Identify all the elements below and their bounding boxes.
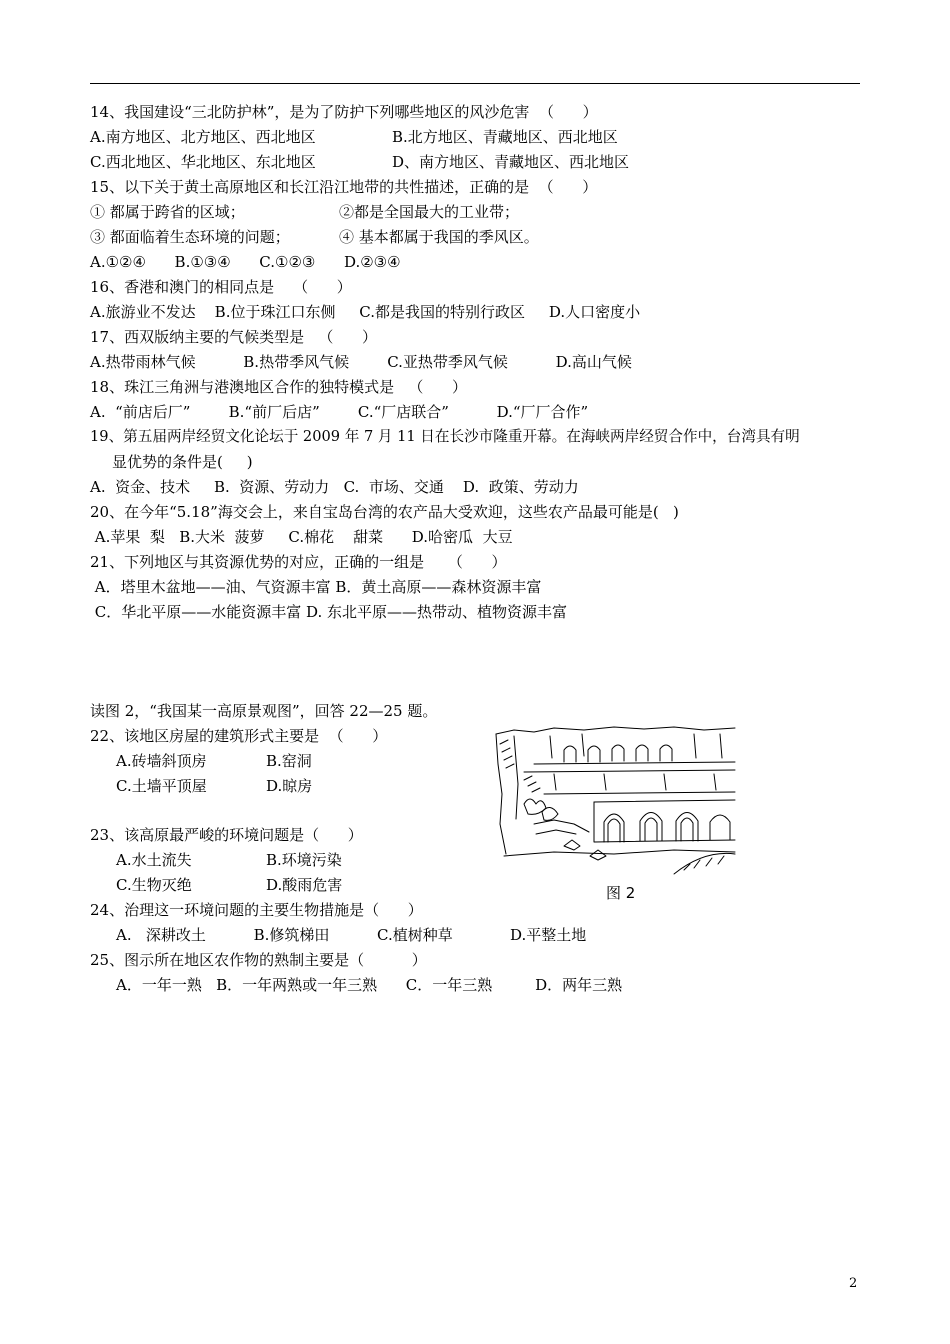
question-23-option-c: C.生物灭绝 [116, 876, 192, 894]
question-25-options: A．一年一熟 B．一年两熟或一年三熟 C．一年三熟 D．两年三熟 [116, 976, 623, 994]
question-15-statement-2: ②都是全国最大的工业带； [339, 203, 520, 221]
question-16-options: A.旅游业不发达 B.位于珠江口东侧 C.都是我国的特别行政区 D.人口密度小 [90, 303, 641, 321]
question-23-stem: 23、该高原最严峻的环境问题是（ ） [90, 826, 363, 844]
header-rule [90, 83, 860, 84]
question-15-options: A.①②④ B.①③④ C.①②③ D.②③④ [90, 253, 401, 271]
question-14-stem: 14、我国建设“三北防护林”，是为了防护下列哪些地区的风沙危害 （ ） [90, 103, 598, 121]
question-22-option-c: C.土墙平顶屋 [116, 777, 207, 795]
question-22-option-d: D.晾房 [266, 777, 313, 795]
question-24-options: A. 深耕改土 B.修筑梯田 C.植树种草 D.平整土地 [116, 926, 587, 944]
question-14-option-a: A.南方地区、北方地区、西北地区 [90, 128, 316, 146]
question-22-option-b: B.窑洞 [266, 752, 312, 770]
question-22-stem: 22、该地区房屋的建筑形式主要是 （ ） [90, 727, 388, 745]
question-15-stem: 15、以下关于黄土高原地区和长江沿江地带的共性描述，正确的是 （ ） [90, 178, 598, 196]
question-23-option-b: B.环境污染 [266, 851, 342, 869]
question-21-stem: 21、下列地区与其资源优势的对应，正确的一组是 （ ） [90, 553, 507, 571]
question-19-stem: 19、第五届两岸经贸文化论坛于 2009 年 7 月 11 日在长沙市隆重开幕。在海峡两岸经贸合作中，台湾具有明 [90, 428, 800, 445]
question-17-stem: 17、西双版纳主要的气候类型是 （ ） [90, 328, 378, 346]
question-15-statement-4: ④ 基本都属于我国的季风区。 [339, 228, 539, 246]
question-21-options-row-1: A．塔里木盆地——油、气资源丰富 B．黄土高原——森林资源丰富 [90, 578, 542, 596]
question-23-option-d: D.酸雨危害 [266, 876, 343, 894]
question-19-stem-continued: 显优势的条件是( ) [112, 453, 253, 471]
question-20-stem: 20、在今年“5.18”海交会上，来自宝岛台湾的农产品大受欢迎，这些农产品最可能是( ) [90, 503, 679, 521]
question-18-stem: 18、珠江三角洲与港澳地区合作的独特模式是 （ ） [90, 378, 468, 396]
question-17-options: A.热带雨林气候 B.热带季风气候 C.亚热带季风气候 D.高山气候 [90, 353, 632, 371]
page-number: 2 [849, 1276, 858, 1291]
question-15-statement-3: ③ 都面临着生态环境的问题； [90, 228, 290, 246]
question-24-stem: 24、治理这一环境问题的主要生物措施是（ ） [90, 901, 423, 919]
question-16-stem: 16、香港和澳门的相同点是 （ ） [90, 278, 352, 296]
plateau-cave-dwelling-illustration [494, 724, 737, 876]
question-23-option-a: A.水土流失 [116, 851, 192, 869]
question-18-options: A. “前店后厂” B.“前厂后店” C.“厂店联合” D.“厂厂合作” [90, 403, 589, 421]
question-21-options-row-2: C．华北平原——水能资源丰富 D. 东北平原——热带动、植物资源丰富 [90, 603, 568, 621]
question-14-option-c: C.西北地区、华北地区、东北地区 [90, 153, 316, 171]
question-22-option-a: A.砖墙斜顶房 [116, 752, 207, 770]
question-19-options: A. 资金、技术 B. 资源、劳动力 C. 市场、交通 D. 政策、劳动力 [90, 478, 579, 496]
figure-intro: 读图 2，“我国某一高原景观图”，回答 22—25 题。 [90, 702, 438, 720]
question-25-stem: 25、图示所在地区农作物的熟制主要是（ ） [90, 951, 427, 969]
question-15-statement-1: ① 都属于跨省的区域； [90, 203, 245, 221]
question-20-options: A.苹果 梨 B.大米 菠萝 C.棉花 甜菜 D.哈密瓜 大豆 [90, 528, 513, 546]
question-14-option-d: D、南方地区、青藏地区、西北地区 [392, 153, 630, 171]
question-14-option-b: B.北方地区、青藏地区、西北地区 [392, 128, 618, 146]
figure-caption: 图 2 [606, 884, 636, 902]
